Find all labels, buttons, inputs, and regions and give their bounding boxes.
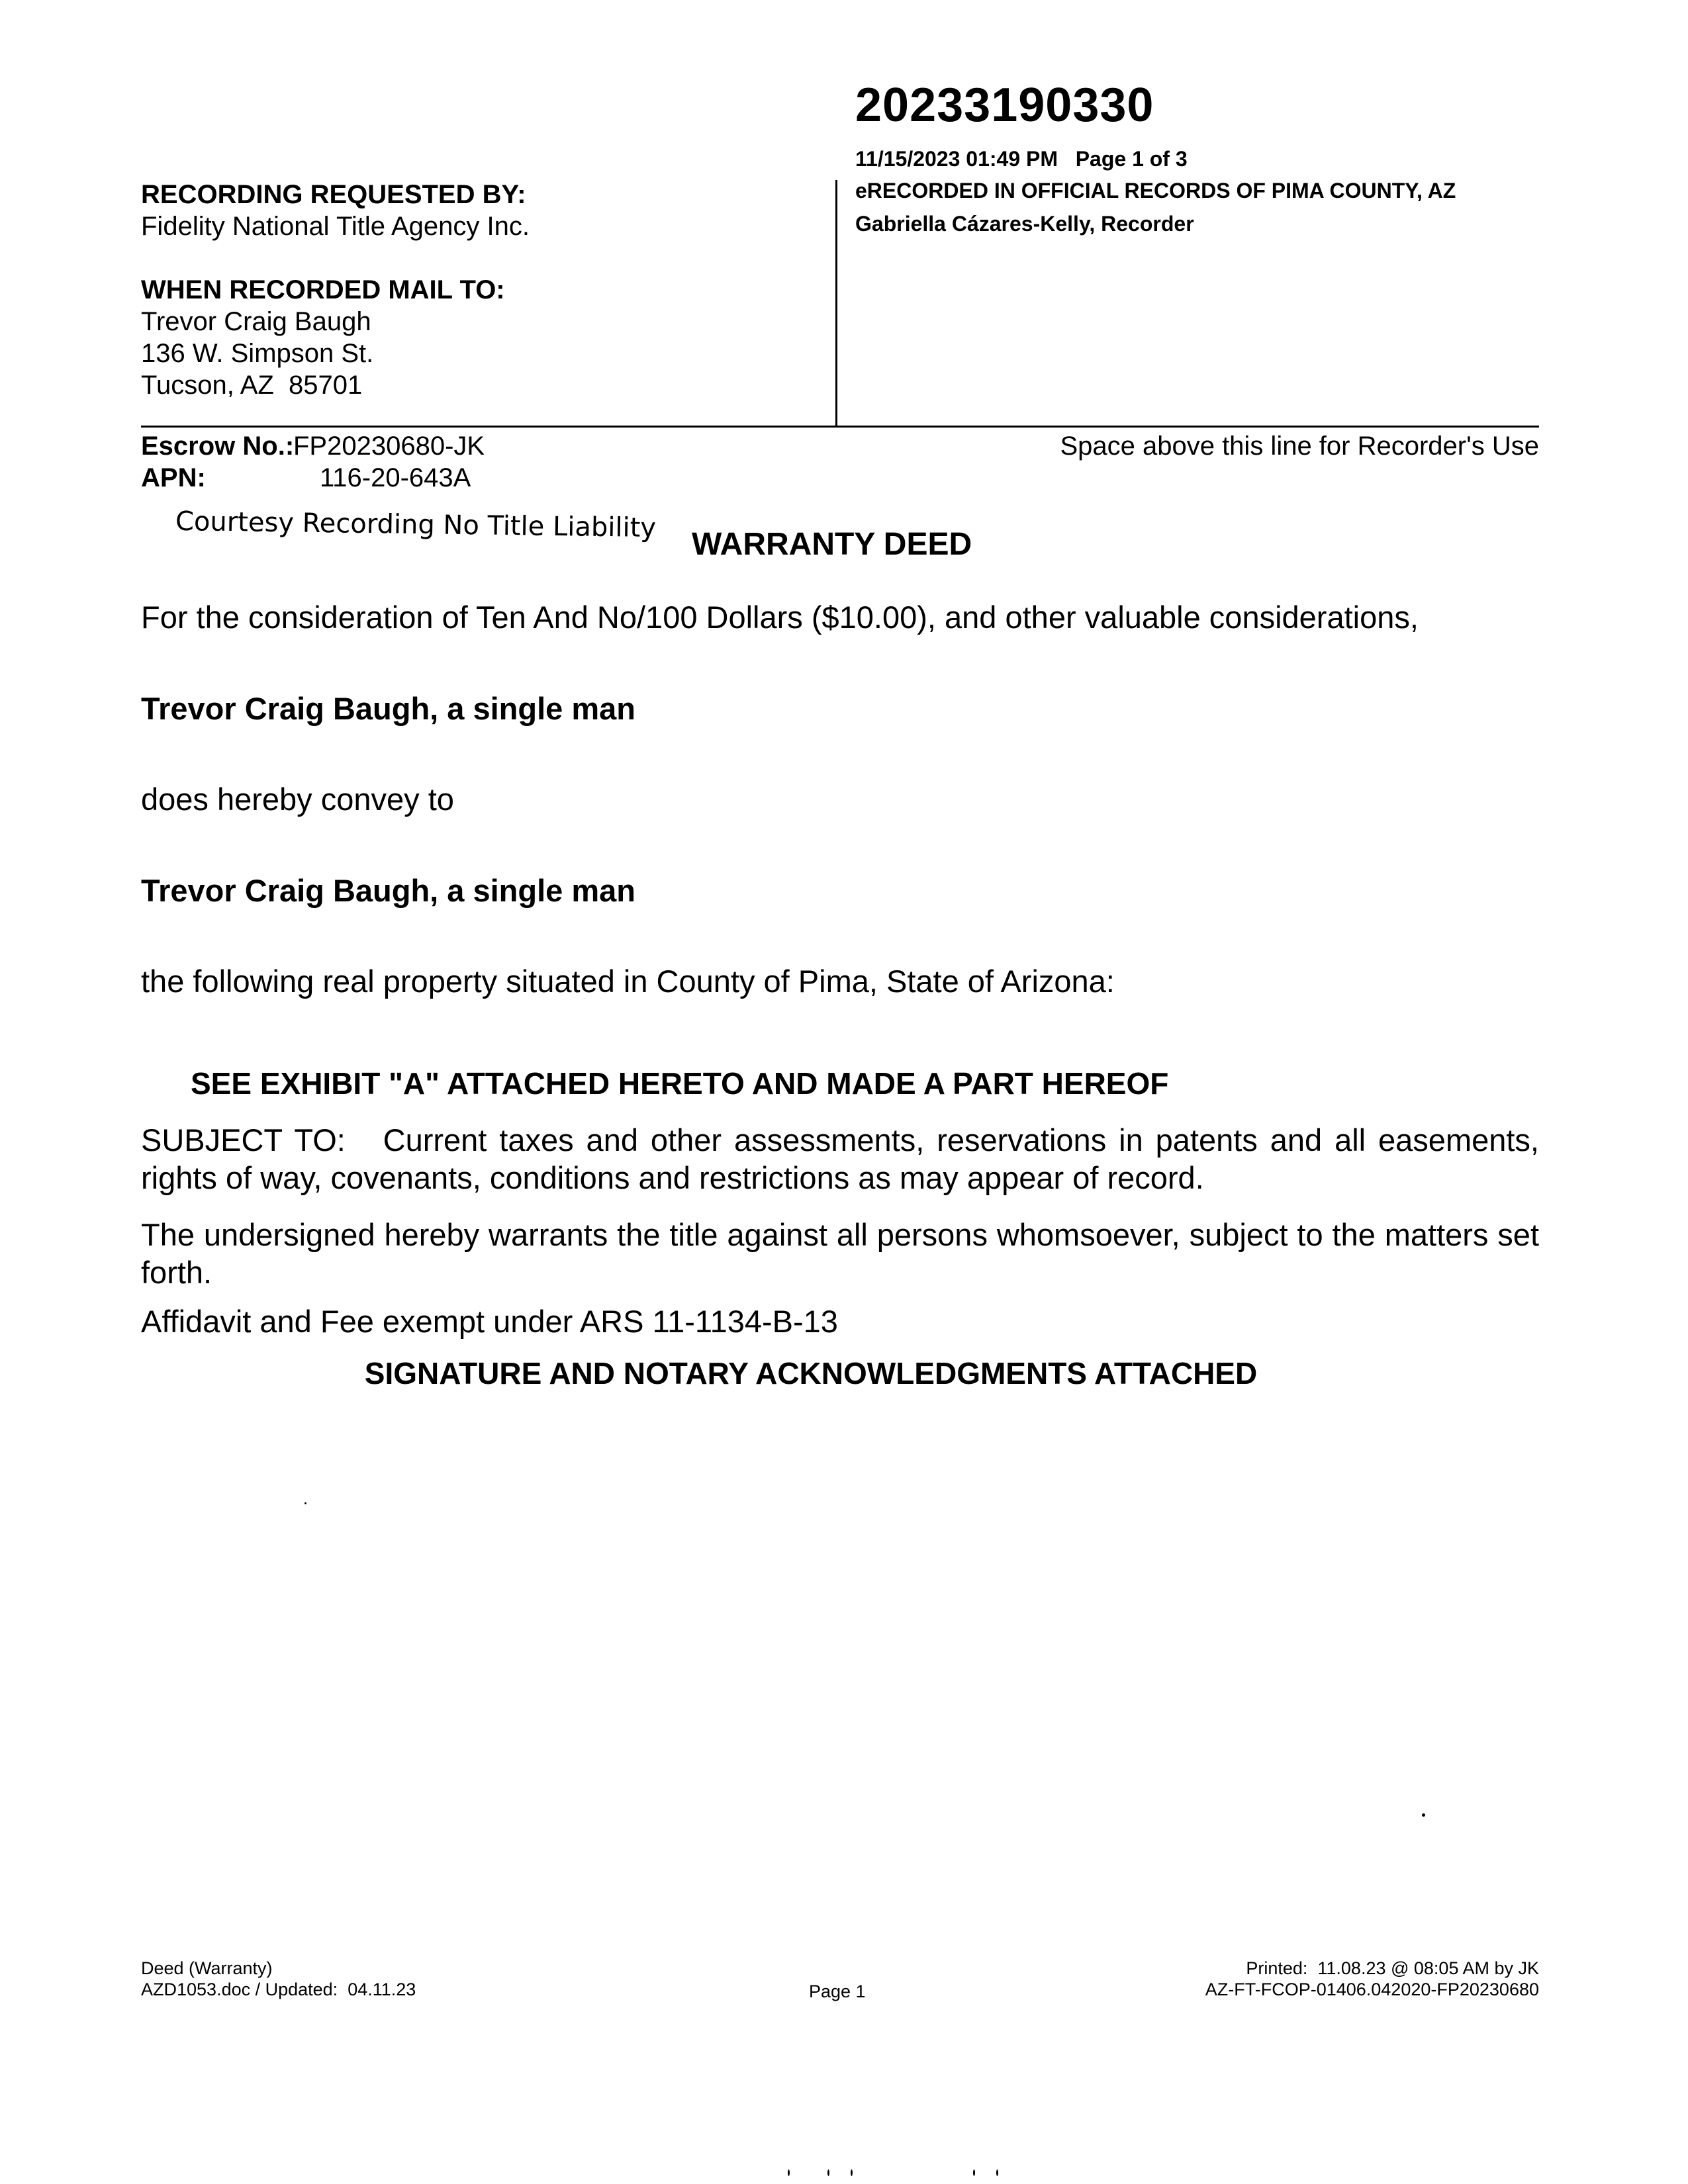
scan-speck [973,2169,975,2176]
grantee-name: Trevor Craig Baugh, a single man [141,873,635,908]
scan-speck [788,2169,790,2176]
footer-form-code: AZ-FT-FCOP-01406.042020-FP20230680 [1205,1979,1539,1999]
apn-label: APN: [141,463,206,492]
footer-form-name: Deed (Warranty) [141,1958,273,1978]
mail-to-city: Tucson, AZ 85701 [141,371,363,400]
recording-office: eRECORDED IN OFFICIAL RECORDS OF PIMA COUNTY, AZ [855,179,1456,203]
footer-printed: Printed: 11.08.23 @ 08:05 AM by JK [1246,1958,1539,1978]
exhibit-reference: SEE EXHIBIT "A" ATTACHED HERETO AND MADE A PART HEREOF [191,1066,1169,1101]
recorder-use-note: Space above this line for Recorder's Use [1060,432,1539,461]
mail-to-street: 136 W. Simpson St. [141,339,374,368]
mail-to-name: Trevor Craig Baugh [141,307,371,336]
footer-left [141,1958,416,2000]
consideration-text: For the consideration of Ten And No/100 Dollars ($10.00), and other valuable considerations, [141,600,1419,635]
footer-form-file: AZD1053.doc / Updated: 04.11.23 [141,1979,416,1999]
mail-to-heading: WHEN RECORDED MAIL TO: [141,275,505,304]
apn-number: 116-20-643A [320,463,471,492]
warranty-paragraph: The undersigned hereby warrants the title against all persons whomsoever, subject to the matters set forth. [141,1217,1539,1290]
signature-notary-text: SIGNATURE AND NOTARY ACKNOWLEDGMENTS ATTACHED [364,1356,1258,1390]
document-title: WARRANTY DEED [692,527,972,562]
apn-row [141,463,471,493]
recorder-space-line [141,426,1539,428]
footer-page-number: Page 1 [809,1981,866,2001]
escrow-row [141,432,485,461]
scan-speck [305,1502,306,1504]
subject-to-label: SUBJECT TO: [141,1122,346,1158]
subject-to-paragraph [141,1121,1539,1197]
document-number: 20233190330 [855,79,1154,132]
requested-by-name: Fidelity National Title Agency Inc. [141,212,530,241]
convey-text: does hereby convey to [141,782,454,817]
property-intro: the following real property situated in County of Pima, State of Arizona: [141,964,1115,999]
subject-to-text: Current taxes and other assessments, reservations in patents and all easements, rights of way, covenants, conditions and restrictions as may appear of record. [141,1122,1539,1195]
recorder-box-divider [835,180,837,427]
recorder-name: Gabriella Cázares-Kelly, Recorder [855,212,1194,236]
signature-notary-note [0,1355,1688,1391]
requested-by-heading: RECORDING REQUESTED BY: [141,180,526,209]
scan-speck [827,2169,829,2176]
recording-date-page: 11/15/2023 01:49 PM Page 1 of 3 [855,147,1188,171]
scan-speck [1422,1813,1425,1817]
courtesy-recording-stamp: Courtesy Recording No Title Liability [175,506,657,544]
footer-right [1205,1958,1539,2000]
escrow-label: Escrow No.: [141,432,295,461]
escrow-number: FP20230680-JK [293,432,485,461]
affidavit-exempt: Affidavit and Fee exempt under ARS 11-1134-B-13 [141,1304,838,1339]
scan-speck [996,2169,998,2176]
scan-speck [851,2169,853,2176]
grantor-name: Trevor Craig Baugh, a single man [141,691,635,726]
